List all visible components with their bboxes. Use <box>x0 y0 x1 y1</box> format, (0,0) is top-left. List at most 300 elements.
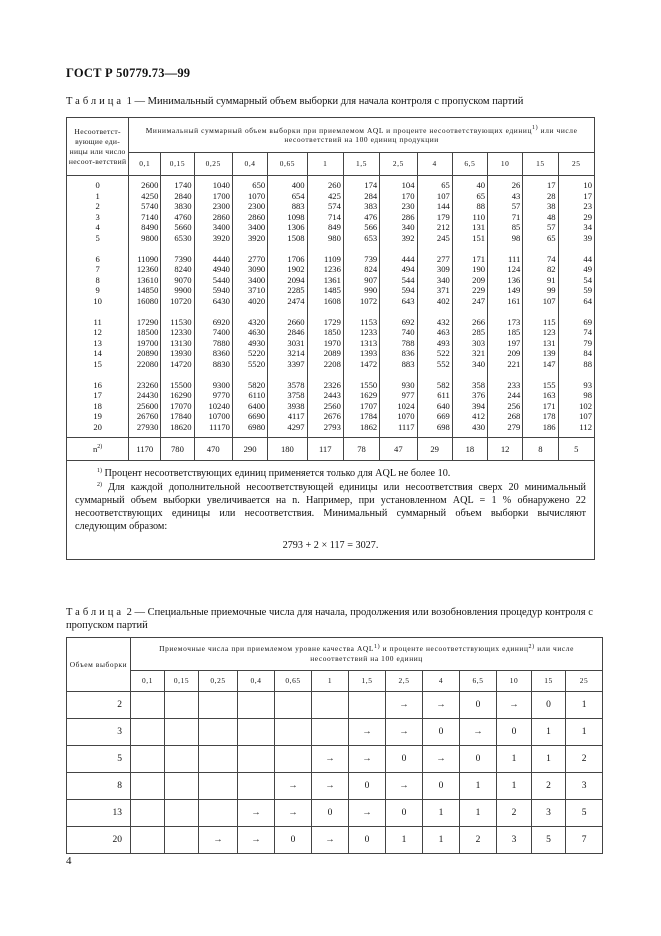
table-cell: 26760 <box>129 411 161 422</box>
row-label: 16 <box>67 376 129 391</box>
table-cell: 1070 <box>232 191 267 202</box>
aql-column-header: 25 <box>566 671 603 692</box>
aql-column-header: 0,15 <box>165 671 199 692</box>
table2-aql-header <box>131 638 603 671</box>
table-cell: 54 <box>558 275 594 286</box>
table-cell: 98 <box>558 390 594 401</box>
table-cell: 1608 <box>307 296 343 307</box>
table-cell: 17 <box>558 191 594 202</box>
table-cell: 1236 <box>307 264 343 275</box>
table-cell: 5820 <box>232 376 267 391</box>
table-cell: 788 <box>380 338 417 349</box>
table-cell: 340 <box>380 222 417 233</box>
table-cell: 131 <box>523 338 558 349</box>
table1 <box>66 117 595 560</box>
row-label: 20 <box>67 827 131 854</box>
table-cell: 402 <box>417 296 452 307</box>
aql-column-header: 1,5 <box>349 671 386 692</box>
table-cell: 4020 <box>232 296 267 307</box>
table-cell: → <box>423 692 460 719</box>
table-cell: 285 <box>452 327 487 338</box>
table-cell: 2 <box>566 746 603 773</box>
table-cell: 155 <box>523 376 558 391</box>
table-cell <box>238 719 275 746</box>
table-cell: 4630 <box>232 327 267 338</box>
table1-column-headers <box>67 153 595 176</box>
table-cell: 284 <box>343 191 379 202</box>
table-cell: → <box>349 719 386 746</box>
table2-caption-word: Таблица <box>66 607 125 618</box>
table-cell: 107 <box>417 191 452 202</box>
table-cell: 173 <box>488 313 523 328</box>
table-cell: 13610 <box>129 275 161 286</box>
table-cell: → <box>460 719 497 746</box>
table-cell: 82 <box>523 264 558 275</box>
row-label: 5 <box>67 233 129 244</box>
table-cell <box>312 692 349 719</box>
table-cell: 883 <box>380 359 417 370</box>
table-cell: 980 <box>307 233 343 244</box>
table-cell: 1970 <box>307 338 343 349</box>
table-cell: 111 <box>488 250 523 265</box>
row-label: 0 <box>67 176 129 191</box>
table-cell: 8240 <box>161 264 194 275</box>
table-cell <box>165 746 199 773</box>
row-label: 8 <box>67 275 129 286</box>
aql-column-header: 4 <box>423 671 460 692</box>
row-label: 14 <box>67 348 129 359</box>
aql-column-header: 4 <box>417 153 452 176</box>
table-row <box>67 800 603 827</box>
table-cell: 1070 <box>380 411 417 422</box>
table-cell: 650 <box>232 176 267 191</box>
table-cell: 4297 <box>268 422 307 438</box>
table-cell: 0 <box>423 773 460 800</box>
table-cell: 1 <box>423 800 460 827</box>
table-cell: 6400 <box>232 401 267 412</box>
table-cell: 279 <box>488 422 523 438</box>
table-cell: 2 <box>460 827 497 854</box>
table-cell: 5440 <box>194 275 232 286</box>
table-cell <box>165 827 199 854</box>
row-label: 1 <box>67 191 129 202</box>
formula: 2793 + 2 × 117 = 3027. <box>282 540 379 552</box>
table-cell: 124 <box>488 264 523 275</box>
table-cell: 6980 <box>232 422 267 438</box>
table-cell: → <box>275 800 312 827</box>
table-cell: 1153 <box>343 313 379 328</box>
table-cell: 65 <box>417 176 452 191</box>
table-cell: 4760 <box>161 212 194 223</box>
table-cell: 2770 <box>232 250 267 265</box>
table-cell <box>238 692 275 719</box>
table-cell: 286 <box>380 212 417 223</box>
table2 <box>66 637 603 854</box>
table-cell: 3031 <box>268 338 307 349</box>
row-label: 2 <box>67 692 131 719</box>
table-cell: 161 <box>488 296 523 307</box>
n-value-cell: 780 <box>161 438 194 461</box>
n-value-cell: 180 <box>268 438 307 461</box>
table-cell: 185 <box>488 327 523 338</box>
table-cell: 3758 <box>268 390 307 401</box>
table-cell: 2600 <box>129 176 161 191</box>
table-row <box>67 827 603 854</box>
table-cell: 65 <box>452 191 487 202</box>
table-cell: 3830 <box>161 201 194 212</box>
table-cell: 39 <box>558 233 594 244</box>
table-cell <box>165 692 199 719</box>
table-cell: 1 <box>460 773 497 800</box>
table-row <box>67 338 595 349</box>
table-cell: 65 <box>523 233 558 244</box>
table-cell: 1740 <box>161 176 194 191</box>
table-row <box>67 222 595 233</box>
table-cell: 151 <box>452 233 487 244</box>
table-cell: 6530 <box>161 233 194 244</box>
table-cell: 544 <box>380 275 417 286</box>
table-row <box>67 422 595 438</box>
footnote-mark: 1) <box>97 468 102 475</box>
table-cell: 9070 <box>161 275 194 286</box>
table-cell: 69 <box>558 313 594 328</box>
table-cell: 2300 <box>194 201 232 212</box>
table-row <box>67 359 595 370</box>
table-row <box>67 773 603 800</box>
table-cell: 0 <box>423 719 460 746</box>
table-cell: 3397 <box>268 359 307 370</box>
table-cell <box>349 692 386 719</box>
table-cell: 209 <box>452 275 487 286</box>
n-value-cell: 78 <box>343 438 379 461</box>
table-cell: 2660 <box>268 313 307 328</box>
table-cell: 1706 <box>268 250 307 265</box>
table-cell: 3400 <box>194 222 232 233</box>
table-row <box>67 264 595 275</box>
aql-column-header: 0,4 <box>232 153 267 176</box>
n-value-cell: 1170 <box>129 438 161 461</box>
table-cell: 230 <box>380 201 417 212</box>
table-cell: 57 <box>488 201 523 212</box>
table-cell: 2300 <box>232 201 267 212</box>
table-cell: 1 <box>532 746 566 773</box>
table-cell: 79 <box>558 338 594 349</box>
table-cell: 13930 <box>161 348 194 359</box>
table-cell: 1485 <box>307 285 343 296</box>
table-cell: 104 <box>380 176 417 191</box>
table-cell: 12360 <box>129 264 161 275</box>
table-cell: 186 <box>523 422 558 438</box>
table-cell: 57 <box>523 222 558 233</box>
table-cell: 11090 <box>129 250 161 265</box>
n-value-cell: 8 <box>523 438 558 461</box>
n-label: n <box>92 444 98 455</box>
table-cell: 566 <box>343 222 379 233</box>
table-cell: 190 <box>452 264 487 275</box>
table-cell: 3400 <box>232 222 267 233</box>
table-cell: → <box>312 773 349 800</box>
table-cell: 171 <box>523 401 558 412</box>
table-cell: 0 <box>460 746 497 773</box>
table-cell: 91 <box>523 275 558 286</box>
table-cell: 425 <box>307 191 343 202</box>
table-cell: 1 <box>423 827 460 854</box>
aql-column-header: 10 <box>488 153 523 176</box>
table-cell <box>131 692 165 719</box>
table-cell: 883 <box>268 201 307 212</box>
table-cell: 1361 <box>307 275 343 286</box>
table-cell: 1233 <box>343 327 379 338</box>
table-cell: 7390 <box>161 250 194 265</box>
table-cell: 1902 <box>268 264 307 275</box>
table-cell: 221 <box>488 359 523 370</box>
table-cell: 1 <box>497 773 532 800</box>
table2-body <box>67 692 603 854</box>
table-cell: 29 <box>558 212 594 223</box>
table-cell: 102 <box>558 401 594 412</box>
table-row <box>67 348 595 359</box>
table-cell: 309 <box>417 264 452 275</box>
table-cell: 412 <box>452 411 487 422</box>
table-row <box>67 176 595 191</box>
table-cell <box>275 746 312 773</box>
table-cell: 9300 <box>194 376 232 391</box>
table-row <box>67 376 595 391</box>
table-cell: 174 <box>343 176 379 191</box>
table-cell: 2846 <box>268 327 307 338</box>
table-cell: 836 <box>380 348 417 359</box>
table-cell: 740 <box>380 327 417 338</box>
table-cell <box>131 746 165 773</box>
table1-aql-header-text: Минимальный суммарный объем выборки при приемлемом AQL и проценте несоответствующих единиц <box>145 125 533 135</box>
table-cell: 26 <box>488 176 523 191</box>
table-cell: 3 <box>566 773 603 800</box>
table-cell: 394 <box>452 401 487 412</box>
footnote-ref: 1) <box>532 124 539 131</box>
table-cell: 476 <box>343 212 379 223</box>
table-cell: 38 <box>523 201 558 212</box>
table-cell: 2208 <box>307 359 343 370</box>
table-cell <box>165 773 199 800</box>
table-cell: → <box>312 746 349 773</box>
table-cell: 268 <box>488 411 523 422</box>
table-cell: 7400 <box>194 327 232 338</box>
table-cell: 256 <box>488 401 523 412</box>
table-cell <box>275 692 312 719</box>
table-cell: 17290 <box>129 313 161 328</box>
n-value-cell: 18 <box>452 438 487 461</box>
table-cell: 1707 <box>343 401 379 412</box>
table-cell: 1040 <box>194 176 232 191</box>
table-cell: 13130 <box>161 338 194 349</box>
table-cell: 247 <box>452 296 487 307</box>
table-cell: 144 <box>417 201 452 212</box>
row-label: 13 <box>67 338 129 349</box>
aql-column-header: 6,5 <box>452 153 487 176</box>
table-cell: 1024 <box>380 401 417 412</box>
table-cell: 24430 <box>129 390 161 401</box>
table-cell: 27930 <box>129 422 161 438</box>
table-cell: 7140 <box>129 212 161 223</box>
table-cell: 582 <box>417 376 452 391</box>
table-cell: → <box>386 692 423 719</box>
table-cell: 0 <box>349 773 386 800</box>
table-cell: 22080 <box>129 359 161 370</box>
table-cell: 49 <box>558 264 594 275</box>
table-row <box>67 313 595 328</box>
table-cell: 5660 <box>161 222 194 233</box>
table-cell: 824 <box>343 264 379 275</box>
table-cell: 59 <box>558 285 594 296</box>
table-cell: 643 <box>380 296 417 307</box>
table-row <box>67 250 595 265</box>
table-cell: 2 <box>497 800 532 827</box>
table-cell: 4440 <box>194 250 232 265</box>
table-cell: 6920 <box>194 313 232 328</box>
table-cell: 1 <box>566 719 603 746</box>
table-cell: 8830 <box>194 359 232 370</box>
table-cell: 990 <box>343 285 379 296</box>
table-row <box>67 411 595 422</box>
table-row <box>67 212 595 223</box>
note-1 <box>75 467 586 480</box>
table-cell: → <box>238 800 275 827</box>
row-label: 9 <box>67 285 129 296</box>
table-cell: 1 <box>460 800 497 827</box>
table-cell: 2860 <box>232 212 267 223</box>
table-cell: 115 <box>523 313 558 328</box>
table-cell: 7 <box>566 827 603 854</box>
table-cell: 494 <box>380 264 417 275</box>
table-cell: 85 <box>488 222 523 233</box>
table-cell: 392 <box>380 233 417 244</box>
table-cell: 400 <box>268 176 307 191</box>
table-cell: 444 <box>380 250 417 265</box>
document-header: ГОСТ Р 50779.73—99 <box>66 66 191 80</box>
table-row <box>67 746 603 773</box>
table-cell: → <box>349 800 386 827</box>
table-cell: 2474 <box>268 296 307 307</box>
table-cell: 321 <box>452 348 487 359</box>
table-row <box>67 191 595 202</box>
n-label-cell <box>67 438 129 461</box>
table-cell: 714 <box>307 212 343 223</box>
table-cell: 88 <box>558 359 594 370</box>
table-row <box>67 692 603 719</box>
table-row <box>67 296 595 307</box>
row-label: 3 <box>67 719 131 746</box>
table-row <box>67 401 595 412</box>
table-row <box>67 275 595 286</box>
table-cell: 692 <box>380 313 417 328</box>
aql-column-header: 0,65 <box>268 153 307 176</box>
table2-aql-header-text-end: или числе несоответствий на 100 единиц <box>310 644 574 663</box>
table-cell: 19700 <box>129 338 161 349</box>
footnote-ref: 1) <box>374 644 381 650</box>
table-cell: 430 <box>452 422 487 438</box>
table-cell: 43 <box>488 191 523 202</box>
aql-column-header: 0,15 <box>161 153 194 176</box>
table-cell: 5220 <box>232 348 267 359</box>
table-cell: 1472 <box>343 359 379 370</box>
table-cell: 1700 <box>194 191 232 202</box>
row-label: 8 <box>67 773 131 800</box>
n-value-cell: 47 <box>380 438 417 461</box>
table-cell: 9900 <box>161 285 194 296</box>
table-cell: 139 <box>523 348 558 359</box>
table-row <box>67 390 595 401</box>
table2-caption-text: 2 — Специальные приемочные числа для начала, продолжения или возобновления процедур контроля с пропуском партий <box>66 607 593 631</box>
table-cell: 698 <box>417 422 452 438</box>
table-cell <box>199 719 238 746</box>
table-cell: 3710 <box>232 285 267 296</box>
table1-body <box>67 176 595 438</box>
table-cell: 1306 <box>268 222 307 233</box>
aql-column-header: 1 <box>307 153 343 176</box>
footnote-ref: 2) <box>528 644 535 650</box>
table-cell: 25600 <box>129 401 161 412</box>
table-cell: 147 <box>523 359 558 370</box>
table-cell <box>199 692 238 719</box>
table-cell: 5940 <box>194 285 232 296</box>
table-cell: 4320 <box>232 313 267 328</box>
table-cell: 2326 <box>307 376 343 391</box>
table-cell: 229 <box>452 285 487 296</box>
row-label: 5 <box>67 746 131 773</box>
row-label: 19 <box>67 411 129 422</box>
table-cell: → <box>238 827 275 854</box>
table-cell: 40 <box>452 176 487 191</box>
table-cell <box>238 773 275 800</box>
table1-caption-word: Таблица <box>66 96 125 107</box>
table-cell: 11530 <box>161 313 194 328</box>
table-cell: 48 <box>523 212 558 223</box>
table-cell: 3 <box>497 827 532 854</box>
table-cell: 17 <box>523 176 558 191</box>
table-cell: 930 <box>380 376 417 391</box>
table-cell: 71 <box>488 212 523 223</box>
table-cell: 3938 <box>268 401 307 412</box>
table1-notes <box>67 461 595 559</box>
table-cell: 4117 <box>268 411 307 422</box>
table-cell: 149 <box>488 285 523 296</box>
table-cell: 131 <box>452 222 487 233</box>
table-cell: 9770 <box>194 390 232 401</box>
table-cell <box>199 800 238 827</box>
table-row <box>67 201 595 212</box>
table-cell: 1784 <box>343 411 379 422</box>
table-cell: 9800 <box>129 233 161 244</box>
table-cell: 552 <box>417 359 452 370</box>
table-cell: 15500 <box>161 376 194 391</box>
table-cell <box>238 746 275 773</box>
table-cell: 340 <box>417 275 452 286</box>
table-row <box>67 285 595 296</box>
table-cell <box>275 719 312 746</box>
table-cell: 8360 <box>194 348 232 359</box>
table-cell: 3400 <box>232 275 267 286</box>
table-cell: 0 <box>275 827 312 854</box>
table-cell: 64 <box>558 296 594 307</box>
table-cell: 371 <box>417 285 452 296</box>
aql-column-header: 2,5 <box>386 671 423 692</box>
table2-aql-header-text: Приемочные числа при приемлемом уровне качества AQL <box>159 644 374 653</box>
footnote-ref: 2) <box>97 444 103 451</box>
aql-column-header: 0,4 <box>238 671 275 692</box>
table-cell: 739 <box>343 250 379 265</box>
table-cell: 2 <box>532 773 566 800</box>
note-1-text: Процент несоответствующих единиц применяется только для AQL не более 10. <box>102 468 451 480</box>
